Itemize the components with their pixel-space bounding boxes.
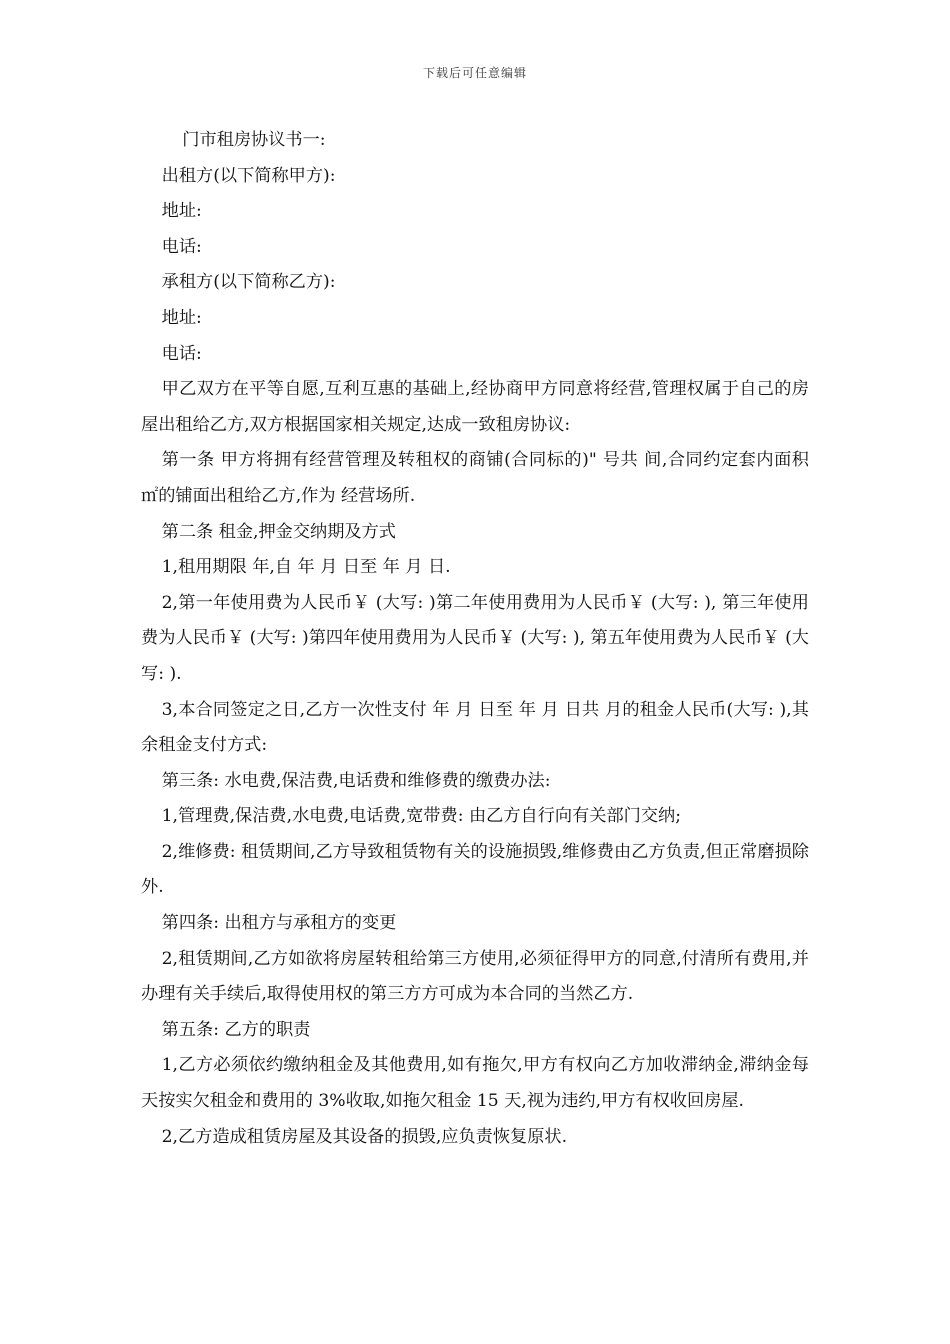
article-5-heading: 第五条: 乙方的职责 — [161, 1019, 311, 1040]
article-5-item-1: 1,乙方必须依约缴纳租金及其他费用,如有拖欠,甲方有权向乙方加收滞纳金,滞纳金每天按实欠租金和费用的 3%收取,如拖欠租金 15 天,视为违约,甲方有权收回房屋. — [141, 1055, 809, 1112]
article-2-item-3: 3,本合同签定之日,乙方一次性支付 年 月 日至 年 月 日共 月的租金人民币(大写: ),其余租金支付方式: — [141, 699, 809, 756]
document-body — [141, 123, 815, 1155]
lessee-label: 承租方(以下简称乙方): — [161, 272, 336, 293]
lessor-address: 地址: — [161, 201, 202, 222]
article-5-item-2: 2,乙方造成租赁房屋及其设备的损毁,应负责恢复原状. — [161, 1126, 568, 1147]
article-3-heading: 第三条: 水电费,保洁费,电话费和维修费的缴费办法: — [161, 770, 551, 791]
article-4-heading: 第四条: 出租方与承租方的变更 — [161, 913, 397, 934]
article-3-item-2: 2,维修费: 租赁期间,乙方导致租赁物有关的设施损毁,维修费由乙方负责,但正常磨损除外. — [141, 841, 809, 898]
lessor-phone: 电话: — [161, 236, 202, 257]
article-3-item-1: 1,管理费,保洁费,水电费,电话费,宽带费: 由乙方自行向有关部门交纳; — [161, 806, 681, 827]
article-4-item-2: 2,租赁期间,乙方如欲将房屋转租给第三方使用,必须征得甲方的同意,付清所有费用,并办理有关手续后,取得使用权的第三方方可成为本合同的当然乙方. — [141, 948, 809, 1005]
lessee-address: 地址: — [161, 307, 202, 328]
article-2-heading: 第二条 租金,押金交纳期及方式 — [161, 521, 396, 542]
article-2-item-1: 1,租用期限 年,自 年 月 日至 年 月 日. — [161, 557, 451, 578]
page-header: 下载后可任意编辑 — [422, 66, 527, 80]
article-2-item-2: 2,第一年使用费为人民币￥ (大写: )第二年使用费用为人民币￥ (大写: ), 第三年使用费为人民币￥ (大写: )第四年使用费用为人民币￥ (大写: ), 第五年使用费为人民币￥ (大写: ). — [141, 592, 809, 684]
article-1: 第一条 甲方将拥有经营管理及转租权的商铺(合同标的)" 号共 间,合同约定套内面积 ㎡的铺面出租给乙方,作为 经营场所. — [141, 450, 815, 506]
lessee-phone: 电话: — [161, 343, 202, 364]
document-title: 门市租房协议书一: — [182, 130, 326, 150]
lessor-label: 出租方(以下简称甲方): — [161, 165, 336, 186]
preamble-paragraph: 甲乙双方在平等自愿,互利互惠的基础上,经协商甲方同意将经营,管理权属于自己的房屋出租给乙方,双方根据国家相关规定,达成一致租房协议: — [141, 379, 809, 435]
